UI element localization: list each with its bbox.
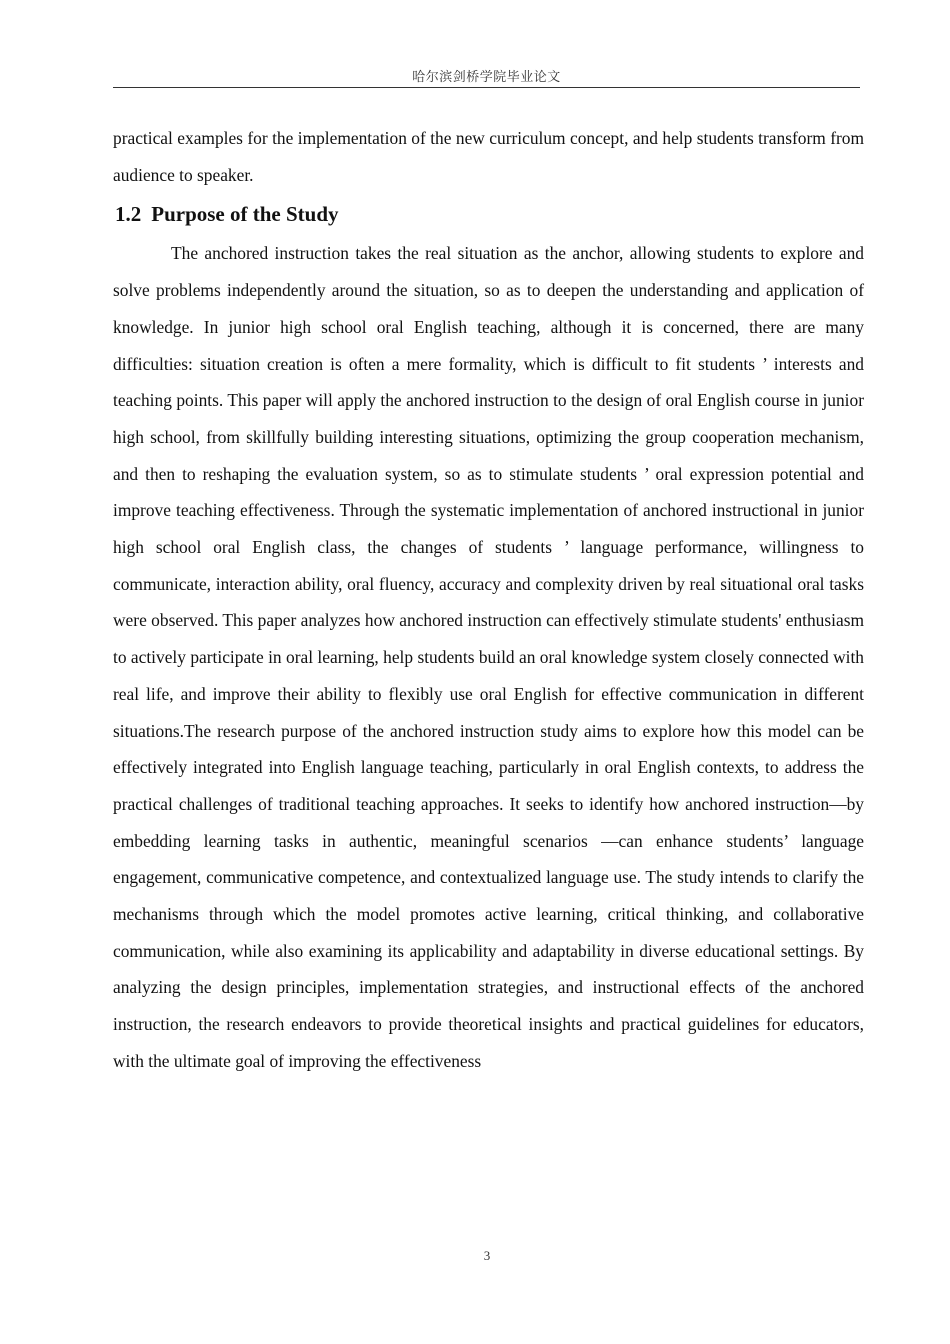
page-body [113, 120, 864, 1080]
section-heading [115, 199, 864, 229]
carryover-paragraph: practical examples for the implementation of the new curriculum concept, and help students transform from audience to speaker. [113, 128, 864, 185]
section-number: 1.2 [115, 202, 142, 227]
page-number: 3 [483, 1248, 491, 1263]
header-rule [113, 87, 860, 88]
main-paragraph: The anchored instruction takes the real situation as the anchor, allowing students to explore and solve problems independently around the situation, so as to deepen the understanding and application of knowledge. In junior high school oral English teaching, although it is concerned, there are many difficulties: situation creation is often a mere formality, which is difficult to fit students ’ interests and teaching points. This paper will apply the anchored instruction to the design of oral English course in junior high school, from skillfully building interesting situations, optimizing the group cooperation mechanism, and then to reshaping the evaluation system, so as to stimulate students ’ oral expression potential and improve teaching effectiveness. Through the systematic implementation of anchored instructional in junior high school oral English class, the changes of students ’ language performance, willingness to communicate, interaction ability, oral fluency, accuracy and complexity driven by real situational oral tasks were observed. This paper analyzes how anchored instruction can effectively stimulate students' enthusiasm to actively participate in oral learning, help students build an oral knowledge system closely connected with real life, and improve their ability to flexibly use oral English for effective communication in different situations.The research purpose of the anchored instruction study aims to explore how this model can be effectively integrated into English language teaching, particularly in oral English contexts, to address the practical challenges of traditional teaching approaches. It seeks to identify how anchored instruction—by embedding learning tasks in authentic, meaningful scenarios —can enhance students’ language engagement, communicative competence, and contextualized language use. The study intends to clarify the mechanisms through which the model promotes active learning, critical thinking, and collaborative communication, while also examining its applicability and adaptability in diverse educational settings. By analyzing the design principles, implementation strategies, and instructional effects of the anchored instruction, the research endeavors to provide theoretical insights and practical guidelines for educators, with the ultimate goal of improving the effectiveness [113, 243, 864, 1071]
running-header: 哈尔滨剑桥学院毕业论文 [412, 69, 561, 84]
section-title: Purpose of the Study [151, 202, 339, 227]
